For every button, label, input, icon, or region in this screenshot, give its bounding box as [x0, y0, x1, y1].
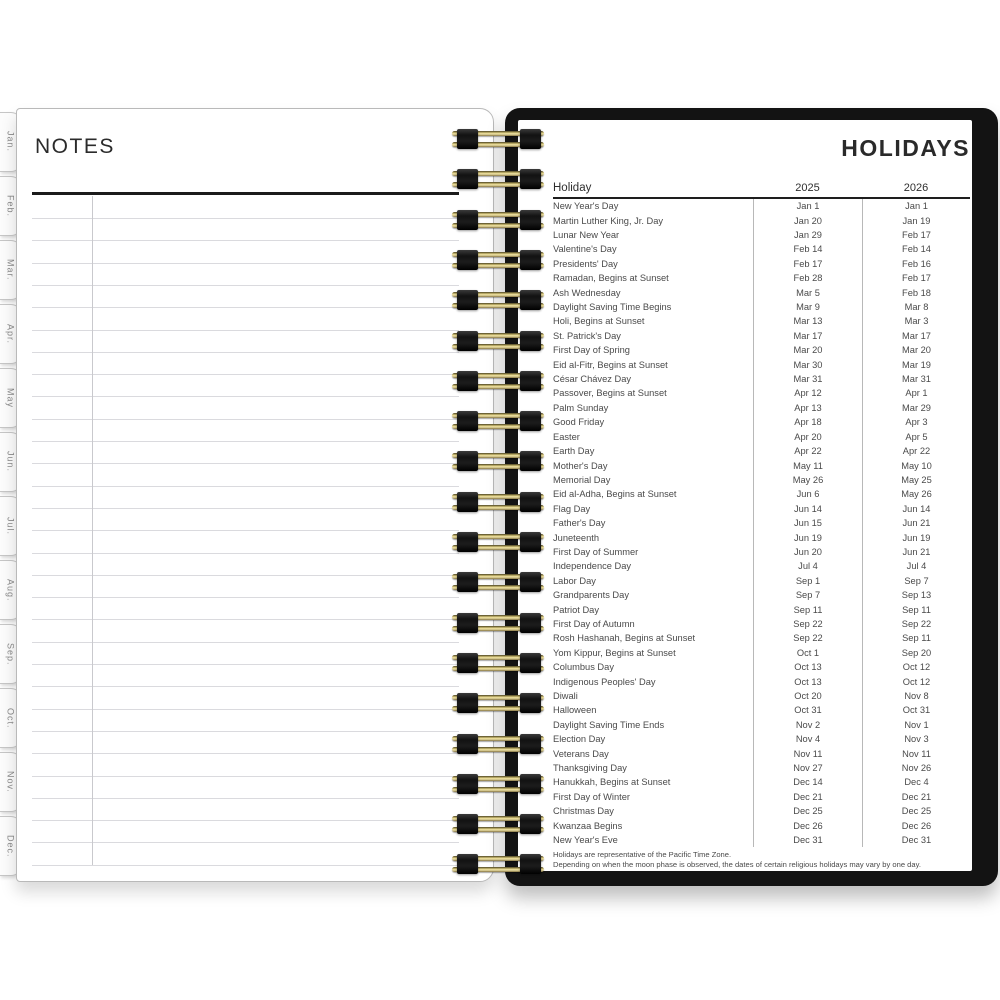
ruled-line	[32, 842, 459, 843]
ruled-line	[32, 530, 459, 531]
holiday-name: St. Patrick's Day	[553, 330, 621, 341]
holiday-date-2025: May 11	[753, 458, 862, 472]
holiday-date-2026: Apr 22	[862, 444, 970, 458]
holiday-date-2025: Mar 13	[753, 314, 862, 328]
ruled-line	[32, 285, 459, 286]
holiday-row	[553, 545, 970, 559]
ruled-line	[32, 240, 459, 241]
holiday-date-2025: Apr 12	[753, 386, 862, 400]
holiday-date-2026: May 25	[862, 473, 970, 487]
holiday-date-2026: Sep 7	[862, 574, 970, 588]
holiday-row	[553, 818, 970, 832]
binding-coil	[452, 735, 544, 757]
month-tab-sep: Sep.	[0, 624, 22, 684]
notes-margin-line	[92, 196, 93, 865]
holiday-date-2025: Apr 18	[753, 415, 862, 429]
coil-anchor-left	[457, 290, 478, 310]
holiday-row	[553, 242, 970, 256]
coil-anchor-right	[520, 854, 541, 874]
holiday-row	[553, 300, 970, 314]
coil-anchor-left	[457, 653, 478, 673]
coil-anchor-right	[520, 613, 541, 633]
holiday-name: New Year's Eve	[553, 835, 618, 846]
ruled-line	[32, 597, 459, 598]
coil-anchor-left	[457, 210, 478, 230]
holiday-name: Veterans Day	[553, 748, 609, 759]
ruled-line	[32, 508, 459, 509]
coil-anchor-left	[457, 532, 478, 552]
holiday-row	[553, 617, 970, 631]
holiday-date-2025: Mar 17	[753, 329, 862, 343]
holiday-row	[553, 732, 970, 746]
holiday-date-2025: Nov 11	[753, 746, 862, 760]
holiday-date-2025: Dec 31	[753, 833, 862, 847]
holiday-date-2025: Oct 1	[753, 646, 862, 660]
holiday-date-2025: Oct 13	[753, 674, 862, 688]
holiday-date-2026: Sep 20	[862, 646, 970, 660]
column-header-2026: 2026	[903, 182, 929, 194]
holiday-row	[553, 689, 970, 703]
binding-coil	[452, 815, 544, 837]
coil-anchor-right	[520, 290, 541, 310]
ruled-line	[32, 374, 459, 375]
holiday-date-2025: Jun 19	[753, 530, 862, 544]
holiday-date-2026: Mar 31	[862, 372, 970, 386]
holiday-name: César Chávez Day	[553, 374, 632, 385]
ruled-line	[32, 218, 459, 219]
holiday-date-2026: Dec 21	[862, 790, 970, 804]
binding-coil	[452, 694, 544, 716]
holiday-date-2025: Mar 31	[753, 372, 862, 386]
coil-anchor-right	[520, 693, 541, 713]
binding-coil	[452, 775, 544, 797]
holiday-row	[553, 530, 970, 544]
holiday-date-2026: Jun 19	[862, 530, 970, 544]
holiday-row	[553, 646, 970, 660]
coil-anchor-left	[457, 371, 478, 391]
holiday-name: Christmas Day	[553, 806, 614, 817]
holiday-row	[553, 660, 970, 674]
holiday-name: Presidents' Day	[553, 258, 618, 269]
holiday-date-2026: Dec 4	[862, 775, 970, 789]
holiday-date-2025: Sep 7	[753, 588, 862, 602]
holiday-date-2026: Jun 21	[862, 545, 970, 559]
holiday-date-2026: Mar 19	[862, 357, 970, 371]
holiday-name: First Day of Spring	[553, 345, 630, 356]
holidays-table-header	[553, 177, 970, 194]
binding-coil	[452, 251, 544, 273]
holidays-table	[553, 177, 970, 870]
coil-anchor-left	[457, 492, 478, 512]
coil-anchor-left	[457, 774, 478, 794]
binding-coil	[452, 573, 544, 595]
holiday-name: Halloween	[553, 705, 597, 716]
ruled-line	[32, 419, 459, 420]
coil-anchor-right	[520, 532, 541, 552]
ruled-line	[32, 798, 459, 799]
month-tab-mar: Mar.	[0, 240, 22, 300]
holiday-row	[553, 415, 970, 429]
holiday-date-2026: Mar 8	[862, 300, 970, 314]
holiday-name: Columbus Day	[553, 662, 614, 673]
binding-coil	[452, 211, 544, 233]
holiday-name: Thanksgiving Day	[553, 763, 627, 774]
holiday-name: Daylight Saving Time Ends	[553, 719, 665, 730]
holiday-date-2026: Oct 12	[862, 660, 970, 674]
holiday-date-2026: Dec 26	[862, 818, 970, 832]
coil-anchor-left	[457, 451, 478, 471]
binding-coil	[452, 654, 544, 676]
planner-black-cover	[505, 108, 998, 886]
coil-anchor-left	[457, 250, 478, 270]
holiday-date-2025: Jul 4	[753, 559, 862, 573]
month-tab-jan: Jan.	[0, 112, 22, 172]
holiday-date-2025: Jun 20	[753, 545, 862, 559]
holiday-name: Eid al-Adha, Begins at Sunset	[553, 489, 677, 500]
ruled-line	[32, 441, 459, 442]
holiday-date-2025: Apr 22	[753, 444, 862, 458]
holiday-name: First Day of Winter	[553, 791, 630, 802]
holiday-row	[553, 329, 970, 343]
holiday-date-2025: Oct 31	[753, 703, 862, 717]
ruled-line	[32, 553, 459, 554]
holiday-date-2025: Jan 1	[753, 199, 862, 213]
holiday-date-2025: Jan 29	[753, 228, 862, 242]
coil-anchor-left	[457, 854, 478, 874]
ruled-line	[32, 263, 459, 264]
holiday-row	[553, 502, 970, 516]
column-header-2025: 2025	[795, 182, 820, 194]
holiday-date-2026: Nov 1	[862, 718, 970, 732]
holiday-date-2026: Mar 29	[862, 401, 970, 415]
binding-coil	[452, 614, 544, 636]
holiday-date-2025: Jun 15	[753, 516, 862, 530]
holiday-date-2026: Nov 8	[862, 689, 970, 703]
holiday-name: Martin Luther King, Jr. Day	[553, 215, 664, 226]
holidays-table-body	[553, 199, 970, 847]
holiday-name: Daylight Saving Time Begins	[553, 302, 672, 313]
holiday-row	[553, 199, 970, 213]
coil-anchor-right	[520, 411, 541, 431]
holiday-date-2025: Oct 20	[753, 689, 862, 703]
holiday-row	[553, 559, 970, 573]
holiday-date-2026: Oct 31	[862, 703, 970, 717]
holiday-date-2026: Sep 11	[862, 631, 970, 645]
holiday-date-2026: May 26	[862, 487, 970, 501]
holiday-date-2025: Sep 11	[753, 602, 862, 616]
holiday-date-2025: Oct 13	[753, 660, 862, 674]
holiday-name: New Year's Day	[553, 201, 619, 212]
holiday-date-2025: Mar 20	[753, 343, 862, 357]
holiday-row	[553, 357, 970, 371]
holiday-row	[553, 343, 970, 357]
coil-anchor-right	[520, 451, 541, 471]
holiday-name: Easter	[553, 431, 580, 442]
holiday-row	[553, 257, 970, 271]
holiday-date-2025: Dec 25	[753, 804, 862, 818]
binding-coil	[452, 130, 544, 152]
holiday-name: Earth Day	[553, 446, 595, 457]
holiday-date-2025: Dec 26	[753, 818, 862, 832]
notes-page	[16, 108, 494, 882]
coil-anchor-right	[520, 371, 541, 391]
binding-coil	[452, 412, 544, 434]
holiday-date-2025: Jun 14	[753, 502, 862, 516]
ruled-line	[32, 820, 459, 821]
holiday-row	[553, 285, 970, 299]
coil-anchor-right	[520, 492, 541, 512]
holiday-row	[553, 804, 970, 818]
holiday-name: Patriot Day	[553, 604, 599, 615]
holiday-row	[553, 487, 970, 501]
coil-anchor-left	[457, 734, 478, 754]
holiday-date-2025: Dec 14	[753, 775, 862, 789]
holiday-date-2025: Sep 22	[753, 631, 862, 645]
holiday-row	[553, 516, 970, 530]
holiday-row	[553, 213, 970, 227]
holiday-name: Holi, Begins at Sunset	[553, 316, 645, 327]
coil-anchor-left	[457, 129, 478, 149]
coil-anchor-right	[520, 129, 541, 149]
ruled-line	[32, 753, 459, 754]
holiday-date-2025: Apr 13	[753, 401, 862, 415]
coil-anchor-left	[457, 693, 478, 713]
holiday-name: Kwanzaa Begins	[553, 820, 623, 831]
column-header-holiday: Holiday	[553, 182, 592, 194]
holiday-name: Yom Kippur, Begins at Sunset	[553, 647, 676, 658]
holiday-date-2026: Feb 16	[862, 257, 970, 271]
binding-coil	[452, 452, 544, 474]
holiday-date-2025: Jan 20	[753, 213, 862, 227]
ruled-line	[32, 619, 459, 620]
ruled-line	[32, 642, 459, 643]
ruled-lines	[32, 109, 459, 881]
holiday-name: Juneteenth	[553, 532, 600, 543]
holiday-name: Rosh Hashanah, Begins at Sunset	[553, 633, 696, 644]
ruled-line	[32, 776, 459, 777]
footnote-timezone: Holidays are representative of the Pacific Time Zone.	[553, 850, 732, 860]
holiday-row	[553, 430, 970, 444]
coil-anchor-right	[520, 814, 541, 834]
holiday-date-2026: Mar 3	[862, 314, 970, 328]
holiday-name: Independence Day	[553, 561, 632, 572]
binding-coil	[452, 372, 544, 394]
ruled-line	[32, 731, 459, 732]
coil-anchor-right	[520, 169, 541, 189]
ruled-line	[32, 463, 459, 464]
holiday-date-2025: Apr 20	[753, 430, 862, 444]
holiday-row	[553, 588, 970, 602]
holiday-date-2025: Nov 27	[753, 761, 862, 775]
holiday-date-2026: Jun 14	[862, 502, 970, 516]
holiday-date-2025: Mar 5	[753, 285, 862, 299]
holiday-date-2026: Nov 11	[862, 746, 970, 760]
holiday-date-2026: Jan 19	[862, 213, 970, 227]
holiday-date-2026: Feb 18	[862, 285, 970, 299]
month-tab-oct: Oct.	[0, 688, 22, 748]
holiday-row	[553, 473, 970, 487]
holiday-date-2026: Feb 17	[862, 271, 970, 285]
holiday-name: Mother's Day	[553, 460, 608, 471]
holiday-row	[553, 718, 970, 732]
holiday-row	[553, 674, 970, 688]
holiday-date-2026: Nov 26	[862, 761, 970, 775]
holidays-page	[518, 120, 972, 871]
binding-coil	[452, 493, 544, 515]
ruled-line	[32, 686, 459, 687]
holiday-date-2026: Feb 17	[862, 228, 970, 242]
holiday-name: Passover, Begins at Sunset	[553, 388, 667, 399]
holiday-name: Valentine's Day	[553, 244, 617, 255]
holiday-date-2025: Mar 9	[753, 300, 862, 314]
footnote-moon-phase: Depending on when the moon phase is observed, the dates of certain religious holidays may vary by one day.	[553, 860, 921, 870]
holiday-date-2025: May 26	[753, 473, 862, 487]
coil-anchor-right	[520, 250, 541, 270]
holiday-date-2026: Mar 17	[862, 329, 970, 343]
holiday-date-2026: Sep 11	[862, 602, 970, 616]
holiday-date-2026: Apr 5	[862, 430, 970, 444]
ruled-line	[32, 486, 459, 487]
holiday-name: Palm Sunday	[553, 402, 609, 413]
holiday-date-2026: Apr 1	[862, 386, 970, 400]
holiday-date-2026: Jan 1	[862, 199, 970, 213]
ruled-line	[32, 352, 459, 353]
holiday-date-2025: Jun 6	[753, 487, 862, 501]
holiday-date-2025: Feb 14	[753, 242, 862, 256]
ruled-line	[32, 709, 459, 710]
holiday-name: Memorial Day	[553, 474, 611, 485]
holiday-row	[553, 458, 970, 472]
holiday-name: Eid al-Fitr, Begins at Sunset	[553, 359, 668, 370]
holiday-row	[553, 631, 970, 645]
holiday-date-2025: Nov 4	[753, 732, 862, 746]
holiday-row	[553, 228, 970, 242]
ruled-line	[32, 307, 459, 308]
notes-page-title: NOTES	[35, 135, 115, 158]
holiday-date-2026: Oct 12	[862, 674, 970, 688]
ruled-line	[32, 865, 459, 866]
holiday-row	[553, 703, 970, 717]
holiday-name: Election Day	[553, 734, 606, 745]
holiday-name: First Day of Autumn	[553, 618, 635, 629]
holiday-name: Father's Day	[553, 518, 606, 529]
coil-anchor-left	[457, 814, 478, 834]
holiday-row	[553, 271, 970, 285]
holiday-date-2026: Dec 25	[862, 804, 970, 818]
month-tab-may: May	[0, 368, 22, 428]
coil-anchor-left	[457, 169, 478, 189]
holiday-row	[553, 790, 970, 804]
ruled-line	[32, 664, 459, 665]
holiday-name: Flag Day	[553, 503, 591, 514]
holiday-date-2025: Feb 17	[753, 257, 862, 271]
coil-anchor-right	[520, 774, 541, 794]
holiday-row	[553, 602, 970, 616]
holiday-date-2025: Sep 22	[753, 617, 862, 631]
holiday-name: Ash Wednesday	[553, 287, 621, 298]
holiday-date-2026: Sep 22	[862, 617, 970, 631]
month-tab-nov: Nov.	[0, 752, 22, 812]
holidays-page-title: HOLIDAYS	[841, 135, 970, 161]
coil-anchor-left	[457, 572, 478, 592]
holiday-date-2025: Mar 30	[753, 357, 862, 371]
ruled-line	[32, 330, 459, 331]
binding-coil	[452, 332, 544, 354]
holiday-name: Lunar New Year	[553, 230, 620, 241]
binding-coil	[452, 533, 544, 555]
holiday-row	[553, 775, 970, 789]
coil-anchor-right	[520, 734, 541, 754]
month-tab-feb: Feb.	[0, 176, 22, 236]
holiday-row	[553, 444, 970, 458]
coil-anchor-right	[520, 331, 541, 351]
holiday-name: Grandparents Day	[553, 590, 629, 601]
binding-coil	[452, 291, 544, 313]
ruled-line	[32, 396, 459, 397]
holiday-row	[553, 746, 970, 760]
holiday-date-2025: Nov 2	[753, 718, 862, 732]
holiday-name: Labor Day	[553, 575, 596, 586]
month-tab-jun: Jun.	[0, 432, 22, 492]
holiday-row	[553, 833, 970, 847]
coil-anchor-right	[520, 653, 541, 673]
month-tab-dec: Dec.	[0, 816, 22, 876]
holiday-date-2025: Feb 28	[753, 271, 862, 285]
ruled-line	[32, 575, 459, 576]
month-tab-aug: Aug.	[0, 560, 22, 620]
holiday-name: Good Friday	[553, 417, 605, 428]
holiday-date-2025: Dec 21	[753, 790, 862, 804]
holiday-date-2025: Sep 1	[753, 574, 862, 588]
coil-anchor-right	[520, 572, 541, 592]
holiday-row	[553, 314, 970, 328]
holiday-date-2026: Jul 4	[862, 559, 970, 573]
holiday-date-2026: Jun 21	[862, 516, 970, 530]
binding-coil	[452, 855, 544, 877]
holiday-row	[553, 574, 970, 588]
holiday-row	[553, 372, 970, 386]
month-tab-jul: Jul.	[0, 496, 22, 556]
coil-anchor-left	[457, 411, 478, 431]
coil-anchor-left	[457, 613, 478, 633]
holiday-row	[553, 761, 970, 775]
holiday-date-2026: Dec 31	[862, 833, 970, 847]
holiday-name: Ramadan, Begins at Sunset	[553, 273, 669, 284]
holiday-date-2026: Feb 14	[862, 242, 970, 256]
holiday-row	[553, 386, 970, 400]
holiday-date-2026: Sep 13	[862, 588, 970, 602]
coil-anchor-left	[457, 331, 478, 351]
holiday-name: Hanukkah, Begins at Sunset	[553, 777, 671, 788]
holiday-name: First Day of Summer	[553, 546, 639, 557]
holiday-date-2026: Apr 3	[862, 415, 970, 429]
holiday-name: Diwali	[553, 691, 578, 702]
holiday-date-2026: Nov 3	[862, 732, 970, 746]
footnotes	[553, 850, 970, 870]
holiday-row	[553, 401, 970, 415]
binding-coil	[452, 170, 544, 192]
holiday-date-2026: Mar 20	[862, 343, 970, 357]
month-tab-apr: Apr.	[0, 304, 22, 364]
holiday-date-2026: May 10	[862, 458, 970, 472]
coil-anchor-right	[520, 210, 541, 230]
holiday-name: Indigenous Peoples' Day	[553, 676, 656, 687]
